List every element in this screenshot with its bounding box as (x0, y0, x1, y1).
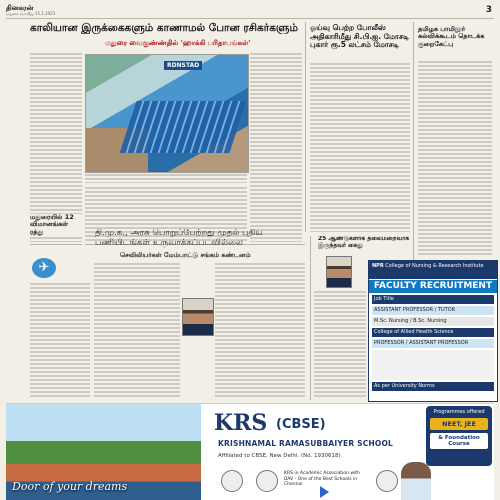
main-story-headline: காலியான இருக்கைகளும் காணாமல் போன ரசிகர்களும் (30, 22, 298, 34)
npr-college: College of Nursing & Research Institute (385, 263, 484, 269)
page-number: 3 (485, 5, 492, 15)
masthead-name: தினகரன் (6, 4, 34, 12)
npr-header (369, 261, 497, 279)
left-brief-body (30, 282, 90, 398)
npr-job-titles-2: PROFESSOR / ASSISTANT PROFESSOR (372, 339, 494, 348)
npr-job-titles: ASSISTANT PROFESSOR / TUTOR (372, 306, 494, 315)
krs-logo: KRS (214, 410, 268, 436)
dav-logo-icon (376, 470, 398, 492)
npr-job-title-label: Job Title (372, 295, 494, 304)
krs-seal-icon (221, 470, 243, 492)
masthead (6, 4, 494, 19)
npr-brand: NPR (372, 263, 384, 269)
student-photo (401, 462, 431, 500)
masthead-date: மதுரை ஞாயிறு 15.1.2023 (6, 11, 56, 16)
right-story-body (310, 62, 410, 232)
krs-school-ad (6, 403, 494, 500)
accused-portrait (326, 256, 352, 288)
airplane-icon: ✈ (32, 258, 56, 278)
play-icon (320, 486, 329, 498)
main-story-column-3 (250, 52, 302, 242)
banner-story-column-1 (94, 262, 180, 398)
krs-association: KRS in Academic Association with DAV - One of the Best Schools in Chennai (284, 471, 360, 488)
krs-tagline: Door of your dreams (12, 480, 128, 493)
programmes-box (426, 406, 492, 466)
mid-right-story-headline: 25 ஆண்டுகளாக தலைமறைவாக இருந்தவர் கைது (318, 236, 410, 249)
stadium-sign: RDNSTAD (164, 61, 202, 70)
npr-experience: As per University Norms (372, 382, 494, 391)
npr-qualification: M.Sc. Nursing / B.Sc. Nursing (372, 317, 494, 326)
mid-right-story-body (314, 290, 366, 398)
left-brief-headline: மதுரையில் 12 விமானங்கள் ரத்து (30, 214, 82, 236)
npr-college-2: College of Allied Health Science (372, 328, 494, 337)
far-right-story-body (418, 60, 492, 256)
npr-recruitment-ad (368, 260, 498, 402)
programme-neet-jee: NEET, JEE (430, 418, 488, 430)
banner-story-subhead: செவிலியர்கள் மேம்பாட்டு சங்கம் கண்டனம் (120, 251, 251, 259)
npr-banner: FACULTY RECRUITMENT (369, 280, 497, 293)
far-right-story-headline: தமிழக பாமிநூர் கல்விக்கூடம் தொடக்க குறைகேட்பு (418, 26, 485, 48)
krs-school-name: KRISHNAMAL RAMASUBBAIYER SCHOOL (218, 439, 394, 448)
programme-foundation: & Foundation Course (430, 433, 488, 449)
banner-story-column-2 (215, 262, 305, 398)
right-story-headline: ஓய்வு பெற்ற போலீஸ் அதிகாரிமீது சி.பி.ஐ. மோசடி புகார் ரூ.5 லட்சம் மோசடி (310, 24, 410, 50)
reporter-portrait (182, 298, 214, 336)
stadium-photo (85, 54, 249, 173)
krs-affiliation: Affiliated to CBSE, New Delhi. (No. 1930618) (218, 453, 341, 459)
npr-details (372, 350, 494, 380)
banner-story-headline: தி.மு.க., அரசு பொறுப்பேற்றது முதல் புதிய பணியிடங்கள் உருவாக்கப்படவில்லை (95, 229, 263, 248)
krs-board: (CBSE) (276, 417, 326, 432)
main-story-subhead: மதுரை வைகுண்ண்தில் 'ஹாக்கி பரிதாபங்கள்' (105, 39, 251, 47)
photo-caption (85, 173, 247, 183)
programmes-label: Programmes offered (433, 409, 485, 415)
dav-seal-icon (256, 470, 278, 492)
